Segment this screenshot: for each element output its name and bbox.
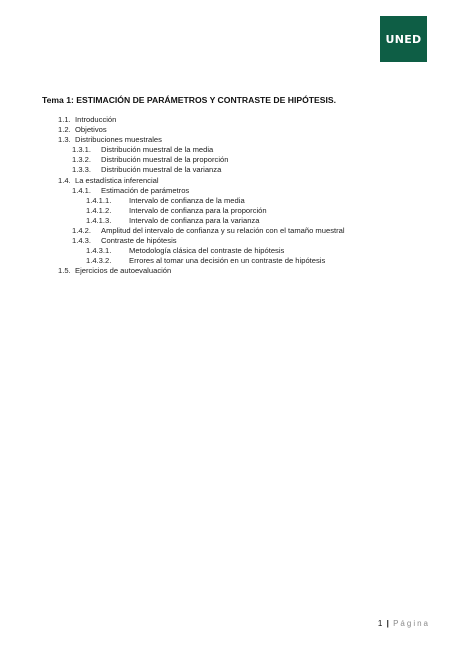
toc-entry bbox=[0, 186, 474, 196]
toc-entry-number: 1.4.1. bbox=[72, 185, 91, 195]
toc-entry bbox=[0, 216, 474, 226]
toc-entry-number: 1.3. bbox=[58, 135, 71, 145]
toc-entry bbox=[0, 236, 474, 246]
uned-logo bbox=[380, 16, 427, 62]
page-number: 1 bbox=[377, 619, 383, 628]
toc-entry-label: Intervalo de confianza para la varianza bbox=[129, 215, 260, 225]
toc-entry bbox=[0, 256, 474, 266]
toc-entry-number: 1.3.2. bbox=[72, 155, 91, 165]
toc-entry-number: 1.3.1. bbox=[72, 145, 91, 155]
toc-entry bbox=[0, 206, 474, 216]
toc-entry-label: Objetivos bbox=[75, 125, 107, 135]
toc-entry bbox=[0, 135, 474, 145]
toc-entry-label: La estadística inferencial bbox=[75, 175, 159, 185]
toc-entry-number: 1.3.3. bbox=[72, 165, 91, 175]
toc-entry bbox=[0, 176, 474, 186]
toc-entry-number: 1.4.3.1. bbox=[86, 246, 112, 256]
toc-entry bbox=[0, 246, 474, 256]
table-of-contents bbox=[0, 115, 474, 277]
toc-entry-label: Ejercicios de autoevaluación bbox=[75, 266, 172, 276]
toc-entry-label: Estimación de parámetros bbox=[101, 185, 190, 195]
toc-entry-number: 1.4.2. bbox=[72, 226, 91, 236]
toc-entry bbox=[0, 125, 474, 135]
page-separator: | bbox=[386, 619, 389, 628]
page-word: Página bbox=[393, 619, 430, 628]
toc-entry-number: 1.2. bbox=[58, 125, 71, 135]
toc-entry-number: 1.5. bbox=[58, 266, 71, 276]
toc-entry-label: Distribución muestral de la media bbox=[101, 145, 214, 155]
page-title: Tema 1: ESTIMACIÓN DE PARÁMETROS Y CONTRASTE DE HIPÓTESIS. bbox=[42, 95, 336, 105]
toc-entry-label: Distribución muestral de la proporción bbox=[101, 155, 229, 165]
toc-entry bbox=[0, 115, 474, 125]
toc-entry-number: 1.4. bbox=[58, 175, 71, 185]
toc-entry-label: Amplitud del intervalo de confianza y su relación con el tamaño muestral bbox=[101, 226, 345, 236]
page-footer bbox=[378, 619, 430, 628]
toc-entry bbox=[0, 196, 474, 206]
toc-entry bbox=[0, 155, 474, 165]
toc-entry-label: Contraste de hipótesis bbox=[101, 236, 177, 246]
toc-entry bbox=[0, 165, 474, 175]
toc-entry bbox=[0, 145, 474, 155]
toc-entry-number: 1.4.1.2. bbox=[86, 205, 112, 215]
toc-entry-number: 1.4.3. bbox=[72, 236, 91, 246]
toc-entry-label: Intervalo de confianza para la proporción bbox=[129, 205, 267, 215]
toc-entry-label: Distribuciones muestrales bbox=[75, 135, 162, 145]
toc-entry-label: Distribución muestral de la varianza bbox=[101, 165, 222, 175]
toc-entry-number: 1.4.1.1. bbox=[86, 195, 112, 205]
toc-entry-number: 1.1. bbox=[58, 115, 71, 124]
toc-entry-label: Metodología clásica del contraste de hipótesis bbox=[129, 246, 285, 256]
toc-entry-number: 1.4.1.3. bbox=[86, 215, 112, 225]
toc-entry-label: Intervalo de confianza de la media bbox=[129, 195, 245, 205]
logo-text: UNED bbox=[385, 32, 422, 46]
toc-entry bbox=[0, 226, 474, 236]
toc-entry-label: Introducción bbox=[75, 115, 117, 124]
toc-entry-number: 1.4.3.2. bbox=[86, 256, 112, 266]
toc-entry bbox=[0, 266, 474, 276]
toc-entry-label: Errores al tomar una decisión en un contraste de hipótesis bbox=[129, 256, 326, 266]
